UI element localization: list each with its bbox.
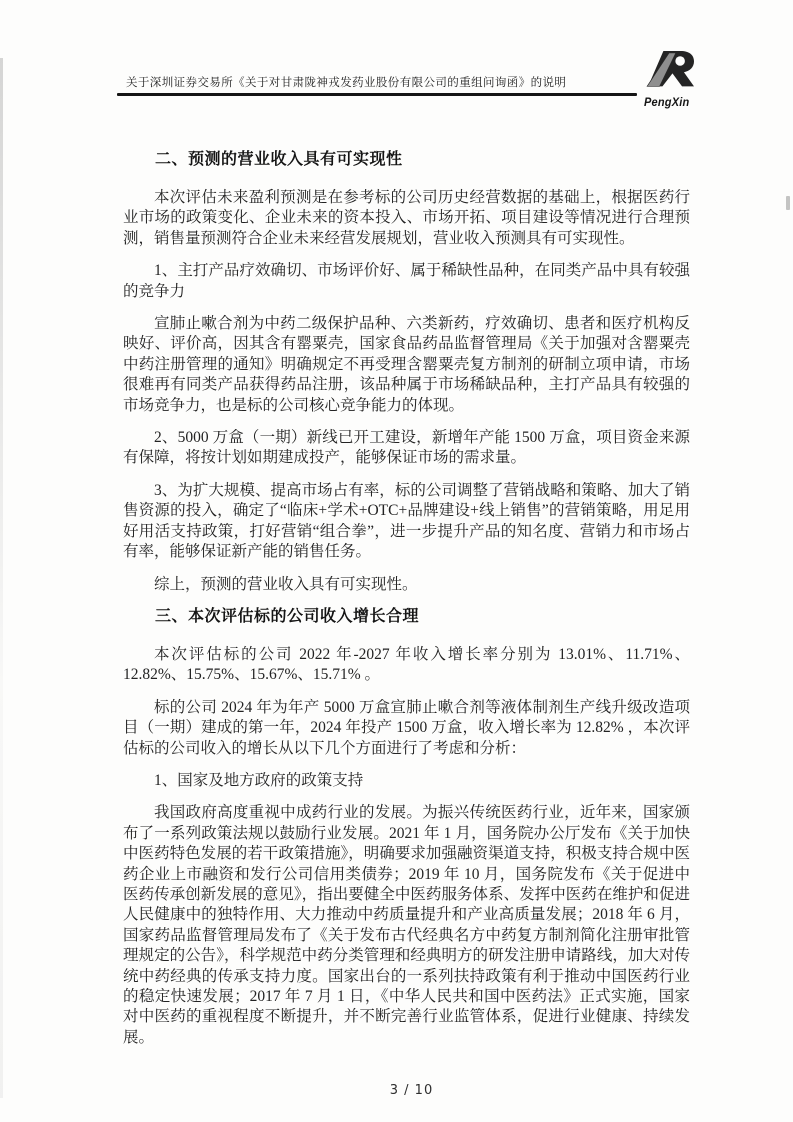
subheading-item-1-product-advantage: 1、主打产品疗效确切、市场评价好、属于稀缺性品种，在同类产品中具有较强的竞争力 (123, 262, 690, 300)
paragraph-policy-detail: 我国政府高度重视中成药行业的发展。为振兴传统医药行业，近年来，国家颁布了一系列政策法规以鼓励行业发展。2021 年 1 月，国务院办公厅发布《关于加快中医药特色发展的若干政策措施》，明确要求加强融资渠道支持，积极支持合规中医药企业上市融资和发行公司信用类债券；2019 年 10 月，国务院发布《关于促进中医药传承创新发展的意见》，指出要健全中医药服务体系、发挥中医药在维护和促进人民健康中的独特作用、大力推动中药质量提升和产业高质量发展；2018 年 6 月，国家药品监督管理局发布了《关于发布古代经典名方中药复方制剂简化注册审批管理规定的公告》，科学规范中药分类管理和经典明方的研发注册申请路线，加大对传统中药经典的传承支持力度。国家出台的一系列扶持政策有利于推动中国医药行业的稳定快速发展；2017 年 7 月 1 日，《中华人民共和国中医药法》正式实施，国家对中医药的重视程度不断提升，并不断完善行业监管体系，促进行业健康、持续发展。 (123, 804, 690, 1046)
subheading-policy-support: 1、国家及地方政府的政策支持 (154, 771, 364, 789)
page-number: 3 / 10 (389, 1083, 434, 1098)
section-heading-2: 二、预测的营业收入具有可实现性 (155, 151, 403, 168)
section-heading-3: 三、本次评估标的公司收入增长合理 (155, 607, 420, 625)
paragraph-section2-summary: 综上，预测的营业收入具有可实现性。 (154, 575, 418, 593)
paragraph-product-scarcity: 宣肺止嗽合剂为中药二级保护品种、六类新药，疗效确切、患者和医疗机构反映好、评价高，因其含有罂粟壳，国家食品药品监督管理局《关于加强对含罂粟壳中药注册管理的通知》明确规定不再受理含罂粟壳复方制剂的研制立项申请，市场很难再有同类产品获得药品注册，该品种属于市场稀缺品种，主打产品具有较强的市场竞争力，也是标的公司核心竞争能力的体现。 (123, 315, 690, 414)
scan-mark-artifact (786, 196, 790, 210)
scan-edge-artifact (0, 58, 3, 1098)
paragraph-forecast-basis: 本次评估未来盈利预测是在参考标的公司历史经营数据的基础上，根据医药行业市场的政策变化、企业未来的资本投入、市场开拓、项目建设等情况进行合理预测，销售量预测符合企业未来经营发展规划，营业收入预测具有可实现性。 (123, 189, 690, 247)
header-title: 关于深圳证券交易所《关于对甘肃陇神戎发药业股份有限公司的重组问询函》的说明 (126, 77, 567, 89)
subheading-item-3-marketing: 3、为扩大规模、提高市场占有率，标的公司调整了营销战略和策略、加大了销售资源的投入，确定了“临床+学术+OTC+品牌建设+线上销售”的营销策略，用足用好用活支持政策，打好营销“组合拳”，进一步提升产品的知名度、营销力和市场占有率，能够保证新产能的销售任务。 (123, 481, 690, 561)
logo-wordmark: PengXin (644, 96, 690, 110)
pengxin-r-icon (644, 81, 700, 98)
paragraph-growth-rates: 本次评估标的公司 2022 年-2027 年收入增长率分别为 13.01%、11.71%、12.82%、15.75%、15.67%、15.71% 。 (123, 645, 690, 684)
subheading-item-2-capacity: 2、5000 万盒（一期）新线已开工建设，新增年产能 1500 万盒，项目资金来源有保障，将按计划如期建成投产，能够保证市场的需求量。 (123, 429, 690, 467)
company-logo (644, 50, 702, 109)
document-body (123, 144, 690, 1060)
header-divider (117, 93, 637, 96)
paragraph-upgrade-project: 标的公司 2024 年为年产 5000 万盒宣肺止嗽合剂等液体制剂生产线升级改造项目（一期）建成的第一年，2024 年投产 1500 万盒，收入增长率为 12.82% ，本次评估标的公司收入的增长从以下几个方面进行了考虑和分析： (123, 698, 690, 757)
